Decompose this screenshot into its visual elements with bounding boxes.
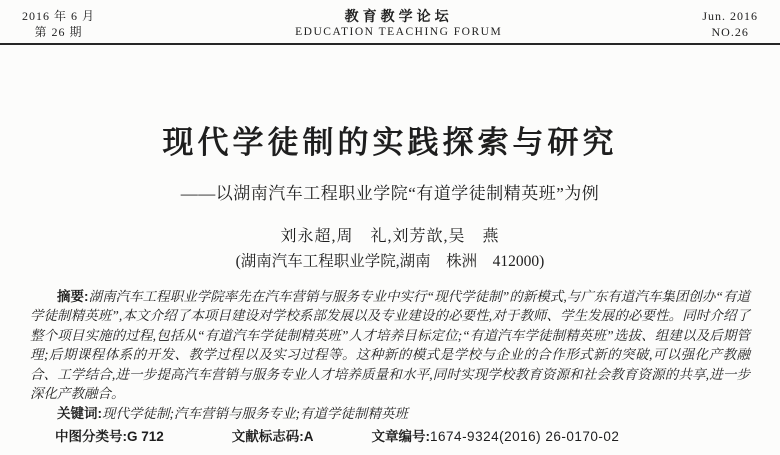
abstract-text: 湖南汽车工程职业学院率先在汽车营销与服务专业中实行“现代学徒制”的新模式,与广东有道汽车集团创办“有道学徒制精英班”,本文介绍了本项目建设对学校系部发展以及专业建设的必要性,对于教师、学生发展的必要性。同时介绍了整个项目实施的过程,包括从“有道汽车学徒制精英班”人才培养目标定位;“有道汽车学徒制精英班”选拔、组建以及后期管理;后期课程体系的开发、教学过程以及实习过程等。这种新的模式是学校与企业的合作形式新的突破,可以强化产教融合、工学结合,进一步提高汽车营销与服务专业人才培养质量和水平,同时实现学校教育资源和社会教育资源的共享,进一步深化产教融合。 bbox=[30, 289, 750, 402]
author-list: 刘永超,周 礼,刘芳歆,吴 燕 bbox=[280, 228, 500, 245]
article-meta-row bbox=[55, 427, 750, 446]
keywords-line bbox=[30, 404, 750, 423]
author-affiliation: (湖南汽车工程职业学院,湖南 株洲 412000) bbox=[235, 253, 545, 270]
masthead-right bbox=[702, 8, 758, 40]
article-subtitle: ——以湖南汽车工程职业学院“有道学徒制精英班”为例 bbox=[180, 184, 600, 203]
issue-date-cn: 2016 年 6 月 bbox=[22, 9, 96, 23]
article-id-value: 1674-9324(2016) 26-0170-02 bbox=[430, 428, 620, 444]
issue-number-en: NO.26 bbox=[711, 25, 749, 39]
article-id bbox=[372, 427, 620, 446]
clc-value: G 712 bbox=[127, 428, 164, 444]
abstract-paragraph bbox=[30, 287, 750, 403]
abstract-label: 摘要: bbox=[57, 289, 89, 304]
masthead-left bbox=[22, 8, 95, 40]
keywords-label: 关键词: bbox=[57, 406, 102, 422]
issue-number-cn: 第 26 期 bbox=[34, 25, 83, 39]
keywords-text: 现代学徒制;汽车营销与服务专业;有道学徒制精英班 bbox=[102, 406, 408, 422]
article-title: 现代学徒制的实践探索与研究 bbox=[162, 125, 618, 160]
document-code bbox=[232, 427, 314, 446]
article-id-label: 文章编号: bbox=[371, 428, 431, 444]
clc-number bbox=[55, 427, 164, 446]
masthead-divider bbox=[0, 43, 780, 45]
issue-date-en: Jun. 2016 bbox=[702, 9, 758, 23]
clc-label: 中图分类号: bbox=[55, 428, 127, 444]
masthead-center bbox=[95, 8, 702, 40]
journal-masthead bbox=[0, 0, 780, 40]
document-code-label: 文献标志码: bbox=[231, 428, 304, 444]
document-code-value: A bbox=[303, 428, 314, 444]
journal-name-english: EDUCATION TEACHING FORUM bbox=[295, 26, 503, 38]
journal-name-chinese: 教育教学论坛 bbox=[344, 8, 453, 24]
